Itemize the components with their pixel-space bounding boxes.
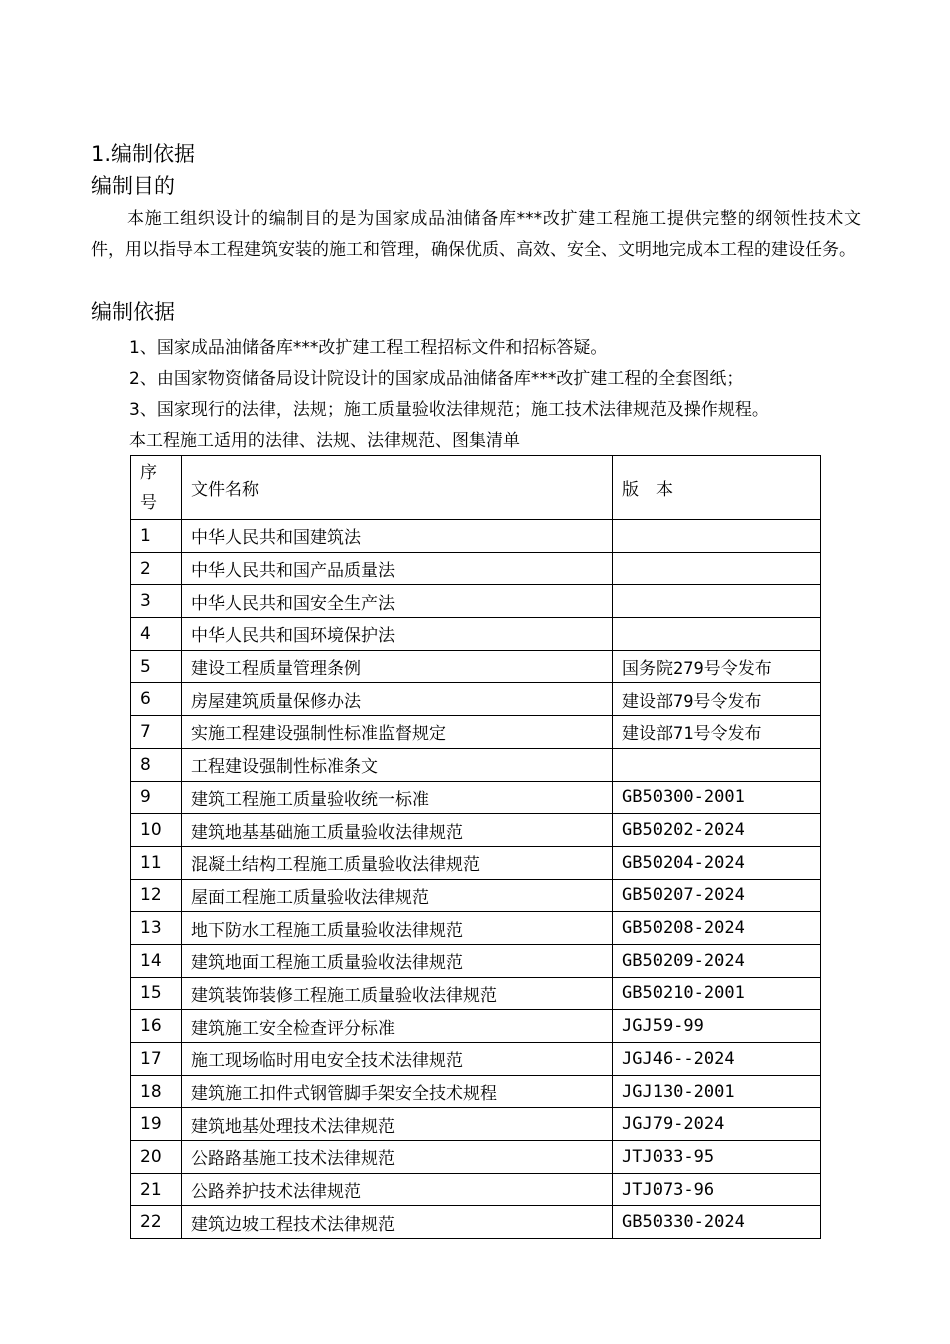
row-name-cell: 房屋建筑质量保修办法 [182,683,613,716]
row-version-cell: JGJ46--2024 [613,1043,821,1076]
row-seq-cell: 12 [131,879,182,912]
row-seq-cell: 22 [131,1206,182,1239]
table-row [131,1043,821,1076]
row-version-cell [613,618,821,651]
regulations-table [130,455,821,1239]
row-name-cell: 建筑施工扣件式钢管脚手架安全技术规程 [182,1075,613,1108]
row-seq-cell: 16 [131,1010,182,1043]
row-name-cell: 建筑装饰装修工程施工质量验收法律规范 [182,977,613,1010]
table-row [131,683,821,716]
row-version-cell: GB50202-2024 [613,814,821,847]
table-row [131,552,821,585]
basis-item: 3、国家现行的法律，法规；施工质量验收法律规范；施工技术法律规范及操作规程。 [129,400,769,420]
row-name-cell: 建筑地基基础施工质量验收法律规范 [182,814,613,847]
table-row [131,846,821,879]
row-version-cell: JGJ130-2001 [613,1075,821,1108]
row-name-cell: 工程建设强制性标准条文 [182,748,613,781]
row-seq-cell: 19 [131,1108,182,1141]
table-row [131,1206,821,1239]
row-name-cell: 中华人民共和国产品质量法 [182,552,613,585]
header-seq-cell [131,456,182,520]
basis-item: 1、国家成品油储备库***改扩建工程工程招标文件和招标答疑。 [129,338,608,358]
row-name-cell: 建筑地面工程施工质量验收法律规范 [182,944,613,977]
purpose-title: 编制目的 [91,174,175,198]
header-seq-line1: 序 [140,462,157,483]
row-version-cell: 建设部71号令发布 [613,716,821,749]
table-row [131,1173,821,1206]
row-seq-cell: 10 [131,814,182,847]
table-row [131,520,821,553]
row-version-cell: 建设部79号令发布 [613,683,821,716]
table-row [131,1141,821,1174]
row-version-cell: GB50300-2001 [613,781,821,814]
table-row [131,716,821,749]
row-name-cell: 混凝土结构工程施工质量验收法律规范 [182,846,613,879]
header-seq-line2: 号 [140,492,157,513]
row-seq-cell: 1 [131,520,182,553]
row-name-cell: 建筑地基处理技术法律规范 [182,1108,613,1141]
row-name-cell: 建筑边坡工程技术法律规范 [182,1206,613,1239]
row-seq-cell: 11 [131,846,182,879]
table-row [131,944,821,977]
row-version-cell [613,585,821,618]
row-version-cell: GB50207-2024 [613,879,821,912]
row-version-cell: GB50210-2001 [613,977,821,1010]
table-row [131,977,821,1010]
row-name-cell: 建筑施工安全检查评分标准 [182,1010,613,1043]
row-version-cell [613,552,821,585]
row-version-cell [613,520,821,553]
table-row [131,814,821,847]
row-version-cell: GB50330-2024 [613,1206,821,1239]
row-seq-cell: 2 [131,552,182,585]
basis-item: 2、由国家物资储备局设计院设计的国家成品油储备库***改扩建工程的全套图纸； [129,369,744,389]
row-seq-cell: 5 [131,650,182,683]
table-header-row [131,456,821,520]
table-row [131,1010,821,1043]
row-version-cell: JTJ033-95 [613,1141,821,1174]
row-seq-cell: 4 [131,618,182,651]
row-seq-cell: 9 [131,781,182,814]
table-row [131,1108,821,1141]
row-seq-cell: 18 [131,1075,182,1108]
row-name-cell: 屋面工程施工质量验收法律规范 [182,879,613,912]
table-caption: 本工程施工适用的法律、法规、法律规范、图集清单 [129,431,520,451]
row-name-cell: 施工现场临时用电安全技术法律规范 [182,1043,613,1076]
row-seq-cell: 15 [131,977,182,1010]
row-seq-cell: 7 [131,716,182,749]
row-version-cell: 国务院279号令发布 [613,650,821,683]
table-row [131,618,821,651]
table-row [131,912,821,945]
row-name-cell: 建筑工程施工质量验收统一标准 [182,781,613,814]
row-name-cell: 公路路基施工技术法律规范 [182,1141,613,1174]
row-version-cell: JGJ79-2024 [613,1108,821,1141]
row-name-cell: 建设工程质量管理条例 [182,650,613,683]
row-version-cell: GB50208-2024 [613,912,821,945]
row-version-cell: GB50209-2024 [613,944,821,977]
row-name-cell: 公路养护技术法律规范 [182,1173,613,1206]
row-name-cell: 中华人民共和国安全生产法 [182,585,613,618]
row-version-cell: JGJ59-99 [613,1010,821,1043]
header-name-cell: 文件名称 [182,456,613,520]
row-seq-cell: 6 [131,683,182,716]
row-name-cell: 实施工程建设强制性标准监督规定 [182,716,613,749]
table-row [131,748,821,781]
row-name-cell: 地下防水工程施工质量验收法律规范 [182,912,613,945]
row-seq-cell: 21 [131,1173,182,1206]
section-heading: 1.编制依据 [91,142,196,166]
basis-title: 编制依据 [91,300,175,324]
table-row [131,781,821,814]
row-seq-cell: 20 [131,1141,182,1174]
row-version-cell [613,748,821,781]
table-row [131,1075,821,1108]
row-seq-cell: 13 [131,912,182,945]
table-row [131,650,821,683]
row-seq-cell: 14 [131,944,182,977]
row-version-cell: GB50204-2024 [613,846,821,879]
table-row [131,585,821,618]
row-name-cell: 中华人民共和国环境保护法 [182,618,613,651]
row-seq-cell: 17 [131,1043,182,1076]
purpose-paragraph: 本施工组织设计的编制目的是为国家成品油储备库***改扩建工程施工提供完整的纲领性技术文件，用以指导本工程建筑安装的施工和管理，确保优质、高效、安全、文明地完成本工程的建设任务。 [91,209,861,260]
row-name-cell: 中华人民共和国建筑法 [182,520,613,553]
row-seq-cell: 3 [131,585,182,618]
row-version-cell: JTJ073-96 [613,1173,821,1206]
header-version-cell: 版 本 [613,456,821,520]
table-row [131,879,821,912]
row-seq-cell: 8 [131,748,182,781]
